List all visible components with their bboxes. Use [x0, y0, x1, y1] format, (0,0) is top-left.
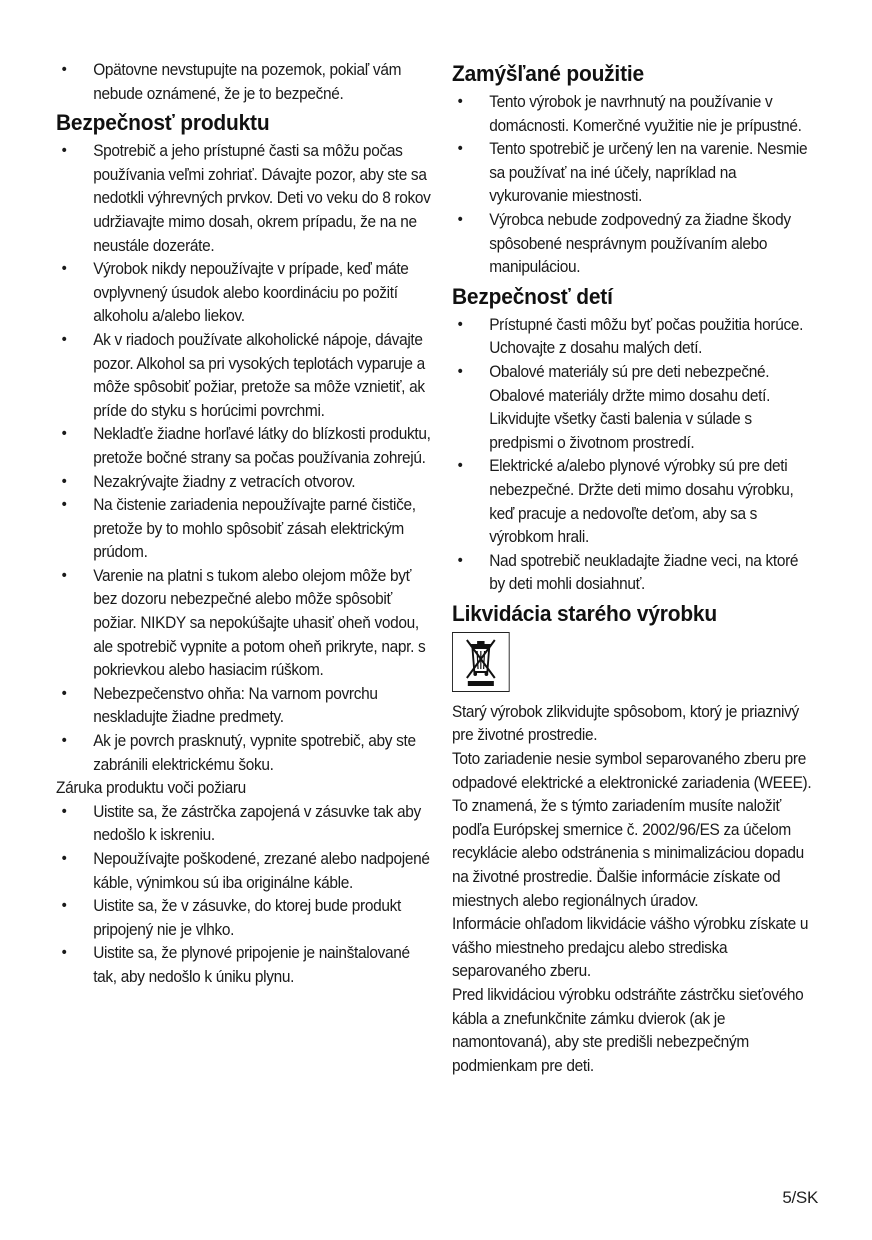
- list-item: • Nekladťe žiadne horľavé látky do blízkosti produktu, pretože bočné strany sa počas používania zohrejú.: [56, 422, 435, 469]
- list-item: • Tento spotrebič je určený len na varenie. Nesmie sa používať na iné účely, napríklad na vykurovanie miestnosti.: [452, 137, 817, 208]
- fire-warranty-heading: Záruka produktu voči požiaru: [56, 778, 246, 798]
- disposal-paragraph: Toto zariadenie nesie symbol separovaného zberu pre odpadové elektrické a elektronické zariadenia (WEEE). To znamená, že s týmto zariadením musíte naložiť podľa Európskej smernice č. 2002/96/ES za účelom recyklácie alebo odstránenia s minimalizáciou dopadu na životné prostredie. Ďalšie informácie získate od miestnych alebo regionálnych úradov.: [452, 749, 812, 910]
- list-item: • Ak v riadoch používate alkoholické nápoje, dávajte pozor. Alkohol sa pri vysokých teplotách vyparuje a môže spôsobiť požiar, pretože sa môže vznietiť, ak príde do styku s horúcimi povrchmi.: [56, 328, 435, 422]
- section-title-child-safety: Bezpečnosť detí: [452, 283, 613, 309]
- section-title-product-safety: Bezpečnosť produktu: [56, 110, 270, 136]
- child-safety-list: [452, 313, 817, 596]
- list-item: • Nezakrývajte žiadny z vetracích otvorov.: [56, 470, 435, 494]
- list-item: • Ak je povrch prasknutý, vypnite spotrebič, aby ste zabránili elektrickému šoku.: [56, 729, 435, 776]
- section-title-disposal: Likvidácia starého výrobku: [452, 600, 717, 626]
- list-item: • Nebezpečenstvo ohňa: Na varnom povrchu neskladujte žiadne predmety.: [56, 682, 435, 729]
- list-item: • Výrobca nebude zodpovedný za žiadne škody spôsobené nesprávnym používaním alebo manipuláciou.: [452, 208, 817, 279]
- list-item: • Na čistenie zariadenia nepoužívajte parné čističe, pretože by to mohlo spôsobiť zásah elektrickým prúdom.: [56, 493, 435, 564]
- disposal-paragraph: Informácie ohľadom likvidácie vášho výrobku získate u vášho miestneho predajcu alebo strediska separovaného zberu.: [452, 914, 809, 981]
- list-item: • Výrobok nikdy nepoužívajte v prípade, keď máte ovplyvnený úsudok alebo koordináciu po požití alkoholu a/alebo liekov.: [56, 257, 435, 328]
- list-item: • Varenie na platni s tukom alebo olejom môže byť bez dozoru nebezpečné alebo môže spôsobiť požiar. NIKDY sa nepokúšajte uhasiť oheň vodou, ale spotrebič vypnite a potom oheň prikryte, napr. s pokrievkou alebo hasiacim rúškom.: [56, 564, 435, 682]
- list-item: • Nad spotrebič neukladajte žiadne veci, na ktoré by deti mohli dosiahnuť.: [452, 549, 817, 596]
- list-item: • Uistite sa, že v zásuvke, do ktorej bude produkt pripojený nie je vlhko.: [56, 894, 435, 941]
- intro-list: [56, 58, 435, 105]
- section-title-intended-use: Zamýšľané použitie: [452, 61, 644, 86]
- list-item: • Obalové materiály sú pre deti nebezpečné. Obalové materiály držte mimo dosahu detí. Likvidujte všetky časti balenia v súlade s predpismi o životnom prostredí.: [452, 360, 817, 454]
- product-safety-list: [56, 139, 435, 776]
- disposal-paragraph: Starý výrobok zlikvidujte spôsobom, ktorý je priaznivý pre životné prostredie.: [452, 701, 799, 745]
- page-number: 5/SK: [782, 1188, 818, 1207]
- left-column: [56, 58, 435, 989]
- list-item: • Prístupné časti môžu byť počas použitia horúce. Uchovajte z dosahu malých detí.: [452, 313, 817, 360]
- disposal-paragraph: Pred likvidáciou výrobku odstráňte zástrčku sieťového kábla a znefunkčnite zámku dvierok (ak je namontovaná), aby ste predišli nebezpečným podmienkam pre deti.: [452, 985, 804, 1075]
- weee-crossed-bin-icon: [452, 632, 510, 692]
- fire-warranty-list: [56, 800, 435, 989]
- list-item: • Spotrebič a jeho prístupné časti sa môžu počas používania veľmi zohriať. Dávajte pozor, aby ste sa nedotkli výhrevných prvkov. Deti vo veku do 8 rokov udržiavajte mimo dosah, okrem prípadu, že na ne neustále dozeráte.: [56, 139, 435, 257]
- list-item: • Uistite sa, že zástrčka zapojená v zásuvke tak aby nedošlo k iskreniu.: [56, 800, 435, 847]
- list-item: • Elektrické a/alebo plynové výrobky sú pre deti nebezpečné. Držte deti mimo dosahu výrobku, keď pracuje a nedovoľte deťom, aby sa s výrobkom hrali.: [452, 454, 817, 548]
- list-item: • Nepoužívajte poškodené, zrezané alebo nadpojené káble, výnimkou sú iba originálne káble.: [56, 847, 435, 894]
- list-item: • Opätovne nevstupujte na pozemok, pokiaľ vám nebude oznámené, že je to bezpečné.: [56, 58, 435, 105]
- intended-use-list: [452, 90, 817, 279]
- list-item: • Uistite sa, že plynové pripojenie je nainštalované tak, aby nedošlo k úniku plynu.: [56, 941, 435, 988]
- right-column: [452, 58, 817, 1077]
- list-item: • Tento výrobok je navrhnutý na používanie v domácnosti. Komerčné využitie nie je prípustné.: [452, 90, 817, 137]
